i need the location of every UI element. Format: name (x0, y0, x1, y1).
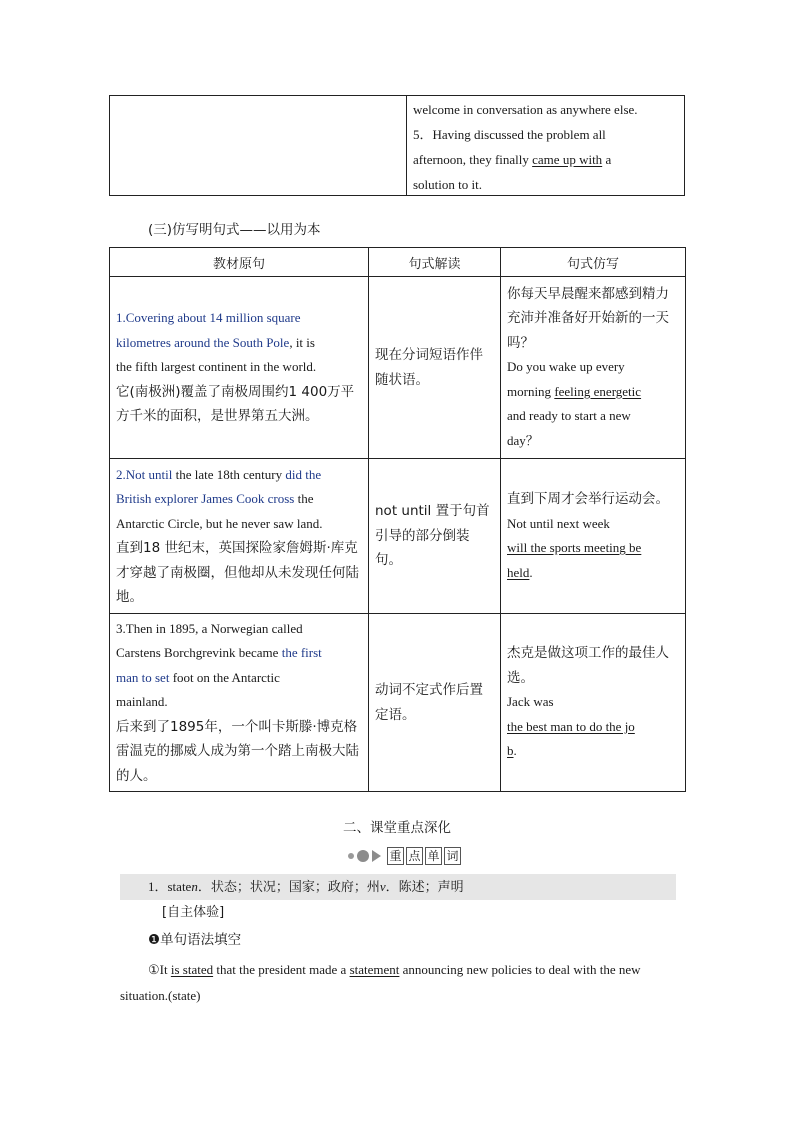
answer-blank: held (507, 564, 530, 580)
original-sentence-cell: 3.Then in 1895, a Norwegian called Carstens Borchgrevink became the first man to set foot on the Antarctic mainland. 后来到了1895年，一个叫卡斯滕·博克格雷温克的挪威人成为第一个踏上南极大陆的人。 (110, 614, 369, 792)
column-header: 教材原句 (110, 248, 369, 277)
table-header-row (110, 248, 686, 277)
key-words-badge (348, 845, 461, 867)
answer-blank: came up with (532, 152, 603, 167)
badge-char: 重 (387, 847, 404, 865)
badge-char: 点 (406, 847, 423, 865)
table-row (110, 277, 686, 459)
badge-char: 词 (444, 847, 461, 865)
chinese-translation: 它(南极洲)覆盖了南极周围约1 400万平方千米的面积，是世界第五大洲。 (116, 383, 355, 425)
chinese-translation: 直到18 世纪末，英国探险家詹姆斯·库克才穿越了南极圈，但他却从未发现任何陆地。 (116, 540, 359, 605)
continuation-cell (413, 97, 678, 197)
column-header: 句式仿写 (501, 248, 686, 277)
answer-blank: feeling energetic (554, 383, 642, 399)
cell-line: 5．Having discussed the problem all (413, 127, 606, 142)
analysis-cell: 动词不定式作后置定语。 (369, 614, 501, 792)
imitation-cell: 你每天早晨醒来都感到精力充沛并准备好开始新的一天吗？ Do you wake up every morning feeling energetic and ready to start a new day？ (501, 277, 686, 459)
analysis-cell: 现在分词短语作伴随状语。 (369, 277, 501, 459)
imitation-cell: 直到下周才会举行运动会。 Not until next week will the sports meeting be held. (501, 459, 686, 614)
continuation-table (109, 95, 685, 196)
badge-char: 单 (425, 847, 442, 865)
chinese-translation: 后来到了1895年，一个叫卡斯滕·博克格雷温克的挪威人成为第一个踏上南极大陆的人。 (116, 718, 359, 784)
word-entry: 1．staten．状态；状况；国家；政府；州v．陈述；声明 (148, 879, 464, 895)
answer-blank: will the sports meeting be (507, 540, 642, 555)
cell-line: welcome in conversation as anywhere else. (413, 102, 638, 117)
answer-blank: b (507, 743, 514, 759)
imitation-cell: 杰克是做这项工作的最佳人选。 Jack was the best man to do the jo b. (501, 614, 686, 792)
self-check-label: [自主体验] (162, 905, 225, 920)
dot-icon (357, 850, 369, 862)
answer-blank: statement (349, 962, 400, 977)
answer-blank: is stated (170, 962, 214, 977)
table-row (110, 459, 686, 614)
answer-blank: the best man to do the jo (507, 718, 635, 734)
exercise-title: ❶单句语法填空 (148, 932, 242, 948)
sentence-pattern-table (109, 247, 686, 792)
section-title: 二、课堂重点深化 (343, 820, 451, 836)
table-row (110, 614, 686, 792)
arrow-right-icon (372, 850, 381, 862)
original-sentence-cell: 1.Covering about 14 million square kilometres around the South Pole, it is the fifth largest continent in the world. 它(南极洲)覆盖了南极周围约1 400万平方千米的面积，是世界第五大洲。 (110, 277, 369, 459)
section-title: (三)仿写明句式——以用为本 (148, 222, 321, 238)
original-sentence-cell: 2.Not until the late 18th century did the British explorer James Cook cross the Antarctic Circle, but he never saw land. 直到18 世纪末，英国探险家詹姆斯·库克才穿越了南极圈，但他却从未发现任何陆地。 (110, 459, 369, 614)
cell-line: solution to it. (413, 177, 482, 192)
cell-line: afternoon, they finally came up with a (413, 152, 612, 167)
analysis-cell: not until 置于句首引导的部分倒装句。 (369, 459, 501, 614)
table-column-divider (406, 96, 407, 195)
dot-icon (348, 853, 354, 859)
exercise-item: ①It is stated that the president made a statement announcing new policies to deal with the new situation.(state) (120, 962, 641, 1003)
column-header: 句式解读 (369, 248, 501, 277)
